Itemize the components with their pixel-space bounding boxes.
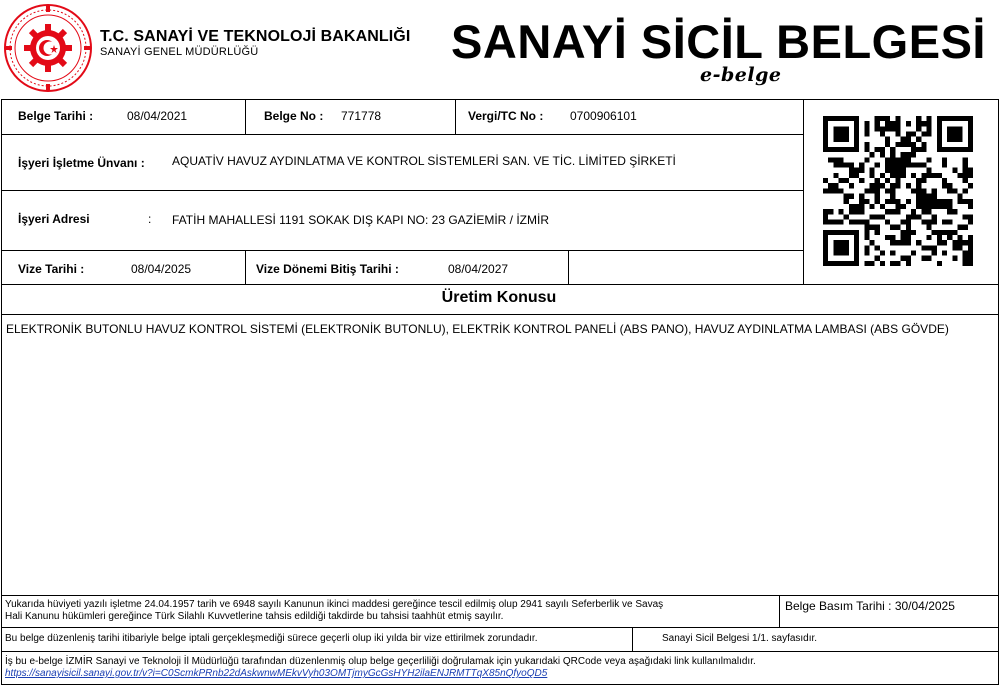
page-info: Sanayi Sicil Belgesi 1/1. sayfasıdır.	[662, 633, 818, 644]
production-text: ELEKTRONİK BUTONLU HAVUZ KONTROL SİSTEMİ (ELEKTRONİK BUTONLU), ELEKTRİK KONTROL PANELİ (ABS PANO), HAVUZ AYDINLATMA LAMBASI (ABS GÖVDE)	[6, 322, 949, 336]
divider	[803, 99, 804, 285]
divider	[1, 250, 803, 251]
divider	[455, 99, 456, 135]
verify-note: İş bu e-belge İZMİR Sanayi ve Teknoloji İl Müdürlüğü tarafından düzenlenmiş olup belge geçerliliği doğrulamak için yukarıdaki QRCode veya aşağıdaki link kullanılmalıdır.	[5, 656, 756, 667]
divider	[568, 250, 569, 285]
vize-tarihi-value: 08/04/2025	[131, 262, 192, 276]
belge-no-label: Belge No :	[264, 109, 324, 123]
legal-notice-line: Hali Kanunu hükümleri gereğince Türk Silahlı Kuvvetlerine tahsis edildiği takdirde bu tahsisi taahhüt etmiş sayılır.	[5, 611, 504, 622]
adres-colon: :	[148, 212, 152, 226]
directorate-name: SANAYİ GENEL MÜDÜRLÜĞÜ	[100, 46, 259, 58]
validity-note: Bu belge düzenleniş tarihi itibariyle belge iptali gerçekleşmediği sürece geçerli olup iki yılda bir vize ettirilmek zorundadır.	[5, 633, 538, 644]
divider	[1, 190, 803, 191]
vergi-no-label: Vergi/TC No :	[468, 109, 544, 123]
vize-bitis-value: 08/04/2027	[448, 262, 509, 276]
legal-notice	[5, 599, 775, 623]
ministry-name: T.C. SANAYİ VE TEKNOLOJİ BAKANLIĞI	[100, 28, 411, 45]
divider	[245, 250, 246, 285]
ministry-emblem-icon	[3, 3, 93, 93]
belge-tarihi-label: Belge Tarihi :	[18, 109, 94, 123]
belge-tarihi-value: 08/04/2021	[127, 109, 188, 123]
adres-value: FATİH MAHALLESİ 1191 SOKAK DIŞ KAPI NO: 23 GAZİEMİR / İZMİR	[172, 213, 549, 227]
unvan-value: AQUATİV HAVUZ AYDINLATMA VE KONTROL SİSTEMLERİ SAN. VE TİC. LİMİTED ŞİRKETİ	[172, 154, 676, 168]
vize-tarihi-label: Vize Tarihi :	[18, 262, 85, 276]
document-subtitle: e-belge	[700, 64, 782, 86]
vergi-no-value: 0700906101	[570, 109, 637, 123]
divider	[1, 314, 999, 315]
production-title: Üretim Konusu	[441, 289, 557, 306]
divider	[245, 99, 246, 135]
divider	[1, 134, 803, 135]
divider	[1, 284, 999, 285]
divider	[1, 651, 999, 652]
divider	[779, 595, 780, 628]
verify-link[interactable]: https://sanayisicil.sanayi.gov.tr/v?i=C0ScmkPRnb22dAskwnwMEkvVyh03OMTjmyGcGsHYH2ilaENJRMTTqX85nQfyoQD5	[5, 668, 548, 679]
adres-label: İşyeri Adresi	[18, 212, 90, 226]
legal-notice-line: Yukarıda hüviyeti yazılı işletme 24.04.1957 tarih ve 6948 sayılı Kanunun ikinci maddesi gereğince tescil edilmiş olup 2941 sayılı Seferberlik ve Savaş	[5, 599, 664, 610]
belge-no-value: 771778	[341, 109, 382, 123]
document-title: SANAYİ SİCİL BELGESİ	[451, 15, 986, 68]
vize-bitis-label: Vize Dönemi Bitiş Tarihi :	[256, 262, 399, 276]
divider	[1, 595, 999, 596]
print-date: Belge Basım Tarihi : 30/04/2025	[785, 599, 955, 613]
divider	[1, 627, 999, 628]
document-header	[0, 0, 1000, 98]
qr-code-icon[interactable]	[823, 116, 973, 266]
unvan-label: İşyeri İşletme Ünvanı :	[18, 156, 145, 170]
divider	[632, 627, 633, 652]
